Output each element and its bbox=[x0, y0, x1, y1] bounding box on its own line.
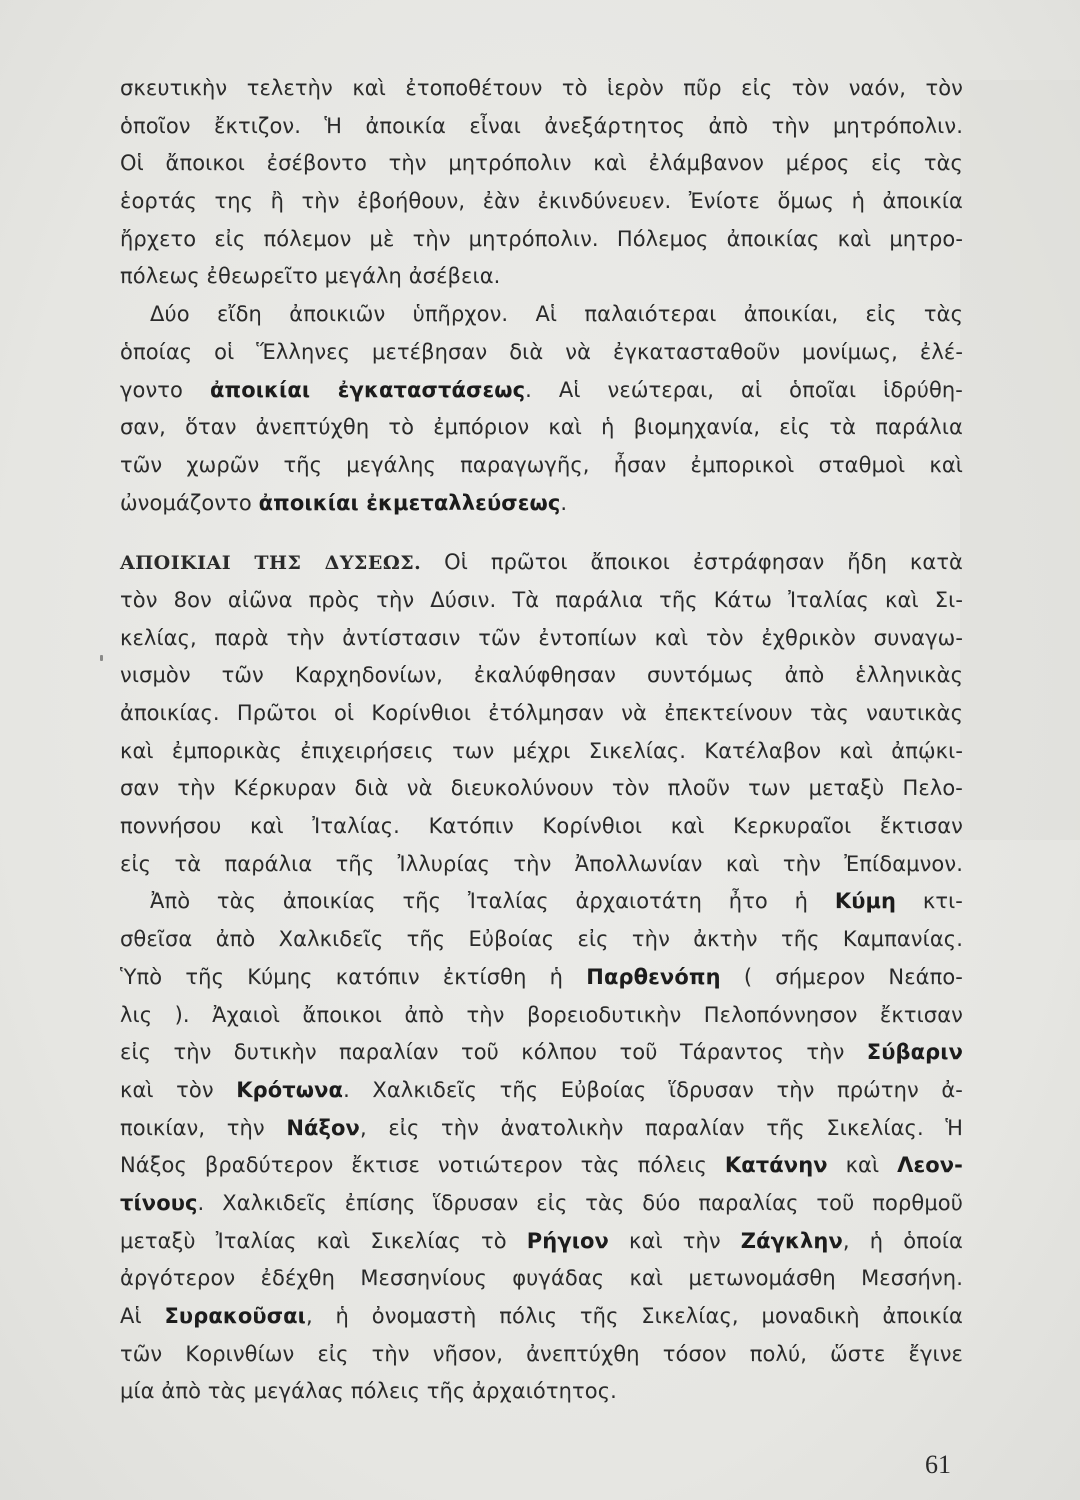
text-line bbox=[120, 1110, 963, 1148]
text-segment: . Χαλκιδεῖς τῆς Εὐβοίας ἵδρυσαν τὴν πρώτην ἀ- bbox=[343, 1077, 963, 1102]
text-segment: Αἱ bbox=[120, 1304, 165, 1328]
bold-term: ἀποικίαι ἐγκαταστάσεως bbox=[209, 377, 526, 402]
text-line bbox=[120, 221, 963, 259]
text-line bbox=[120, 70, 963, 108]
bold-term: Νάξον bbox=[286, 1115, 360, 1140]
text-line bbox=[120, 997, 963, 1035]
text-line bbox=[120, 485, 963, 523]
show-through-shadow bbox=[960, 80, 1080, 840]
margin-mark bbox=[100, 655, 103, 661]
text-segment: καὶ τὸν bbox=[120, 1077, 237, 1102]
text-segment: ἑορτάς της ἢ τὴν ἐβοήθουν, ἐὰν ἐκινδύνευεν. Ἐνίοτε ὅμως ἡ ἀποικία bbox=[120, 189, 963, 214]
bold-term: Ζάγκλην bbox=[740, 1228, 843, 1253]
page-number: 61 bbox=[925, 1450, 951, 1479]
text-segment: σαν, ὅταν ἀνεπτύχθη τὸ ἐμπόριον καὶ ἡ βιομηχανία, εἰς τὰ παράλια bbox=[120, 415, 963, 440]
text-line-rest bbox=[421, 550, 963, 574]
text-segment: σθεῖσα ἀπὸ Χαλκιδεῖς τῆς Εὐβοίας εἰς τὴν ἀκτὴν τῆς Καμπανίας. bbox=[120, 927, 963, 952]
bold-term: Σύβαριν bbox=[866, 1040, 963, 1065]
section-spacer bbox=[120, 522, 963, 544]
text-segment: ( σήμερον Νεάπο- bbox=[720, 964, 963, 989]
text-line bbox=[120, 582, 963, 620]
text-segment: καὶ τὴν bbox=[608, 1228, 741, 1253]
bold-term: τίνους bbox=[120, 1190, 198, 1215]
text-segment: Δύο εἴδη ἀποικιῶν ὑπῆρχον. Αἱ παλαιότεραι ἀποικίαι, εἰς τὰς bbox=[150, 302, 963, 327]
text-segment: εἰς τὰ παράλια τῆς Ἰλλυρίας τὴν Ἀπολλωνίαν καὶ τὴν Ἐπίδαμνον. bbox=[120, 851, 963, 876]
bold-term: Λεον- bbox=[897, 1153, 963, 1178]
text-segment: καὶ ἐμπορικὰς ἐπιχειρήσεις των μέχρι Σικελίας. Κατέλαβον καὶ ἀπῴκι- bbox=[120, 738, 963, 763]
text-segment: . bbox=[560, 490, 568, 515]
text-line bbox=[120, 1260, 963, 1298]
text-segment: ὠνομάζοντο bbox=[120, 490, 259, 515]
text-line bbox=[120, 1336, 963, 1374]
text-line bbox=[120, 1072, 963, 1110]
text-line bbox=[120, 296, 963, 334]
text-segment: σαν τὴν Κέρκυραν διὰ νὰ διευκολύνουν τὸν πλοῦν των μεταξὺ Πελο- bbox=[120, 776, 963, 801]
text-segment: Οἱ πρῶτοι ἄποικοι ἐστράφησαν ἤδη κατὰ bbox=[421, 550, 964, 575]
text-segment: κελίας, παρὰ τὴν ἀντίστασιν τῶν ἐντοπίων καὶ τὸν ἐχθρικὸν συναγω- bbox=[120, 625, 963, 650]
text-line bbox=[120, 846, 963, 884]
text-segment: . Αἱ νεώτεραι, αἱ ὁποῖαι ἱδρύθη- bbox=[525, 377, 963, 402]
text-segment: μεταξὺ Ἰταλίας καὶ Σικελίας τὸ bbox=[120, 1228, 527, 1253]
text-segment: . Χαλκιδεῖς ἐπίσης ἵδρυσαν εἰς τὰς δύο παραλίας τοῦ πορθμοῦ bbox=[197, 1190, 963, 1215]
text-segment: σκευτικὴν τελετὴν καὶ ἐτοποθέτουν τὸ ἱερὸν πῦρ εἰς τὸν ναόν, τὸν bbox=[120, 76, 963, 100]
text-line bbox=[120, 108, 963, 146]
text-segment: κτι- bbox=[896, 889, 963, 914]
body-text bbox=[120, 70, 963, 1411]
text-line bbox=[120, 1034, 963, 1072]
text-line bbox=[120, 372, 963, 410]
text-segment: ὁποίας οἱ Ἕλληνες μετέβησαν διὰ νὰ ἐγκατασταθοῦν μονίμως, ἐλέ- bbox=[120, 339, 963, 364]
text-line bbox=[120, 1147, 963, 1185]
text-segment: γοντο bbox=[120, 377, 210, 402]
text-line bbox=[120, 959, 963, 997]
bold-term: Ρήγιον bbox=[526, 1228, 609, 1253]
text-segment: ἀργότερον ἐδέχθη Μεσσηνίους φυγάδας καὶ μετωνομάσθη Μεσσήνη. bbox=[120, 1266, 963, 1291]
text-segment: , ἡ ὁποία bbox=[842, 1228, 963, 1253]
text-segment: Ἀπὸ τὰς ἀποικίας τῆς Ἰταλίας ἀρχαιοτάτη ἦτο ἡ bbox=[150, 889, 835, 914]
text-line bbox=[120, 620, 963, 658]
bold-term: Συρακοῦσαι bbox=[164, 1304, 306, 1328]
text-segment: ποικίαν, τὴν bbox=[120, 1115, 287, 1140]
text-line bbox=[120, 1373, 963, 1411]
text-segment: μία ἀπὸ τὰς μεγάλας πόλεις τῆς ἀρχαιότητος. bbox=[120, 1379, 617, 1404]
text-segment: πόλεως ἐθεωρεῖτο μεγάλη ἀσέβεια. bbox=[120, 264, 501, 289]
text-line bbox=[120, 1223, 963, 1261]
text-segment: Νάξος βραδύτερον ἔκτισε νοτιώτερον τὰς πόλεις bbox=[120, 1153, 725, 1178]
text-line bbox=[120, 183, 963, 221]
text-segment: , ἡ ὀνομαστὴ πόλις τῆς Σικελίας, μοναδικὴ ἀποικία bbox=[305, 1304, 963, 1328]
text-segment: ὁποῖον ἔκτιζον. Ἡ ἀποικία εἶναι ἀνεξάρτητος ἀπὸ τὴν μητρόπολιν. bbox=[120, 113, 963, 138]
section-heading: ΑΠΟΙΚΙΑΙ ΤΗΣ ΔΥΣΕΩΣ. bbox=[120, 552, 422, 575]
bold-term: Κύμη bbox=[834, 889, 897, 914]
text-line bbox=[120, 657, 963, 695]
bold-term: Κατάνην bbox=[724, 1153, 828, 1178]
bold-term: Παρθενόπη bbox=[586, 964, 721, 989]
text-line bbox=[120, 1298, 963, 1336]
text-segment: Ὑπὸ τῆς Κύμης κατόπιν ἐκτίσθη ἡ bbox=[120, 964, 587, 989]
text-line bbox=[120, 334, 963, 372]
text-segment: Οἱ ἄποικοι ἐσέβοντο τὴν μητρόπολιν καὶ ἐλάμβανον μέρος εἰς τὰς bbox=[120, 151, 963, 176]
text-line bbox=[120, 733, 963, 771]
text-line bbox=[120, 258, 963, 296]
text-segment: νισμὸν τῶν Καρχηδονίων, ἐκαλύφθησαν συντόμως ἀπὸ ἑλληνικὰς bbox=[120, 663, 963, 688]
text-line bbox=[120, 409, 963, 447]
text-segment: , εἰς τὴν ἀνατολικὴν παραλίαν τῆς Σικελίας. Ἡ bbox=[359, 1115, 963, 1140]
text-segment: λις ). Ἀχαιοὶ ἄποικοι ἀπὸ τὴν βορειοδυτικὴν Πελοπόννησον ἔκτισαν bbox=[120, 1002, 963, 1027]
text-segment: τῶν χωρῶν τῆς μεγάλης παραγωγῆς, ἦσαν ἐμπορικοὶ σταθμοὶ καὶ bbox=[120, 452, 963, 477]
bold-term: Κρότωνα bbox=[236, 1077, 344, 1102]
text-line bbox=[120, 808, 963, 846]
text-segment: καὶ bbox=[827, 1153, 898, 1178]
text-segment: τὸν 8ον αἰῶνα πρὸς τὴν Δύσιν. Τὰ παράλια τῆς Κάτω Ἰταλίας καὶ Σι- bbox=[120, 587, 963, 612]
text-line bbox=[120, 145, 963, 183]
section-heading-line bbox=[120, 544, 963, 582]
text-line bbox=[120, 447, 963, 485]
text-segment: ποννήσου καὶ Ἰταλίας. Κατόπιν Κορίνθιοι καὶ Κερκυραῖοι ἔκτισαν bbox=[120, 814, 963, 839]
text-line bbox=[120, 695, 963, 733]
text-line bbox=[120, 1185, 963, 1223]
text-segment: ἤρχετο εἰς πόλεμον μὲ τὴν μητρόπολιν. Πόλεμος ἀποικίας καὶ μητρο- bbox=[120, 226, 963, 251]
text-line bbox=[120, 770, 963, 808]
bold-term: ἀποικίαι ἐκμεταλλεύσεως bbox=[258, 490, 561, 515]
text-line bbox=[120, 921, 963, 959]
text-segment: εἰς τὴν δυτικὴν παραλίαν τοῦ κόλπου τοῦ Τάραντος τὴν bbox=[120, 1040, 867, 1065]
text-segment: ἀποικίας. Πρῶτοι οἱ Κορίνθιοι ἐτόλμησαν νὰ ἐπεκτείνουν τὰς ναυτικὰς bbox=[120, 701, 963, 725]
text-segment: τῶν Κορινθίων εἰς τὴν νῆσον, ἀνεπτύχθη τόσον πολύ, ὥστε ἔγινε bbox=[120, 1341, 963, 1366]
text-line bbox=[120, 883, 963, 921]
